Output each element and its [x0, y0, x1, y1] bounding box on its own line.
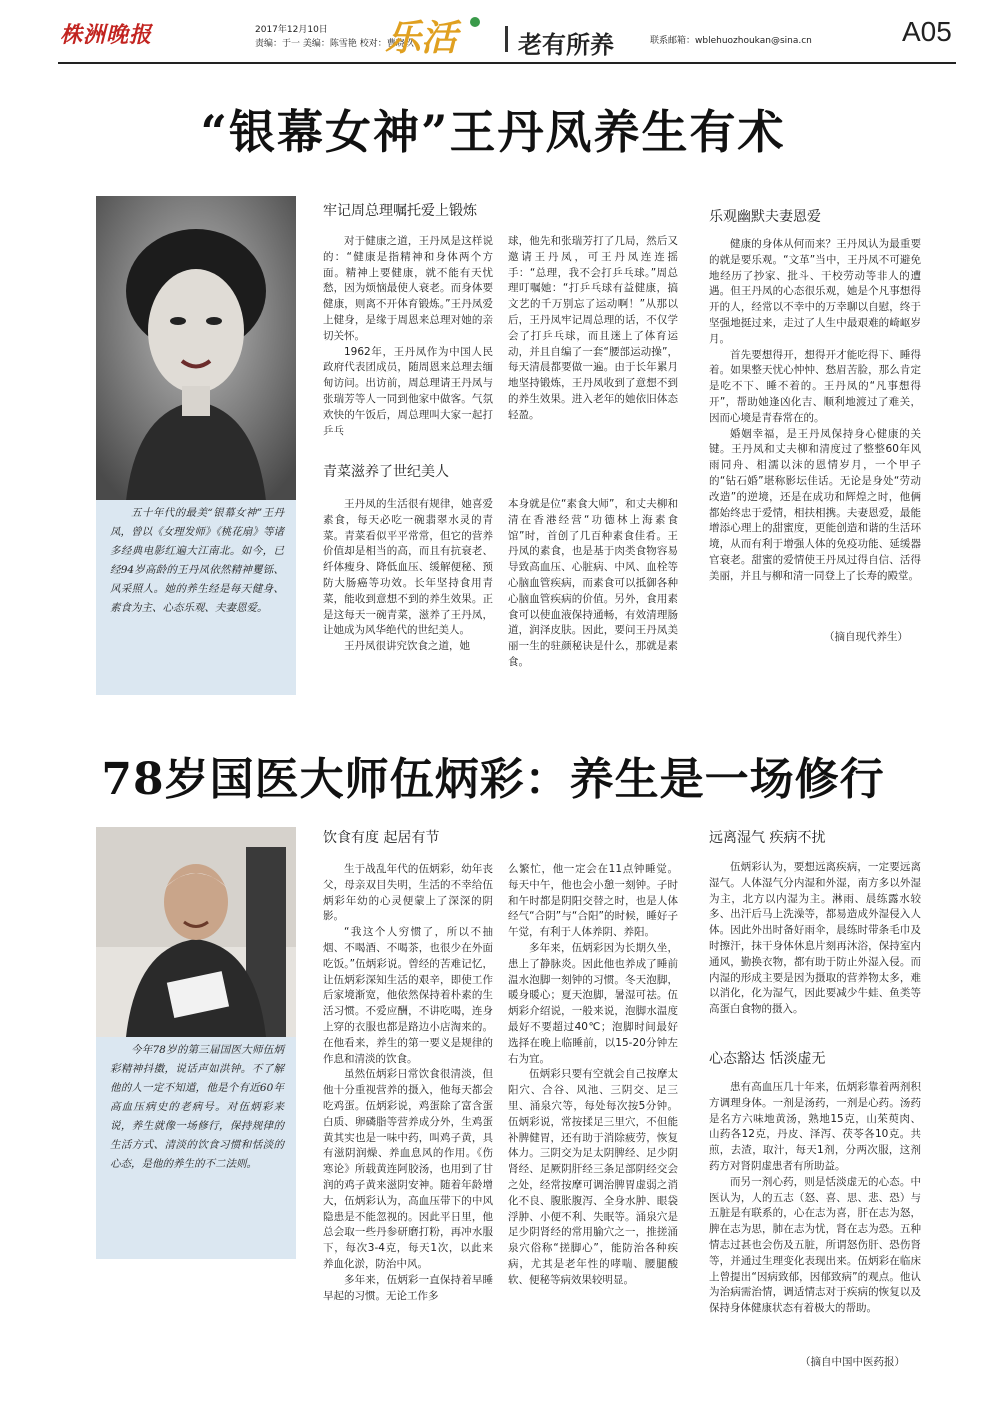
article1-col-1b [508, 234, 678, 424]
section-name: 老有所养 [518, 31, 614, 59]
section-logo-text: 乐活 [385, 17, 458, 59]
article1-col-1a [323, 234, 493, 439]
paragraph: 球，他先和张瑞芳打了几局，然后又邀请王丹凤，可王丹凤连连摇手：“总理，我不会打乒乓球。”周总理叮嘱她：“打乒乓球有益健康，搞文艺的千万别忘了运动啊！”从那以后，王丹凤牢记周总理的话，不仅学会了打乒乓球，而且迷上了体育运动，并且自编了一套“腰部运动操”，每天清晨都要做一遍。由于长年累月地坚持锻炼，王丹凤收到了意想不到的养生效果。进入老年的她依旧体态轻盈。 [508, 235, 678, 421]
paragraph: 伍炳彩认为，要想远离疾病，一定要远离湿气。人体湿气分内湿和外湿，南方多以外湿为主，北方以内湿为主。淋雨、晨练露水较多、出汗后马上洗澡等，都易造成外湿侵入人体。因此外出时备好雨伞，晨练时带条毛巾及时擦汗，抹干身体休息片刻再沐浴，保持室内通风，勤换衣物，都有助于防止外湿入侵。而内湿的形成主要是因为摄取的营养物太多，难以消化，化为湿气，因此要减少牛蛙、鱼类等高蛋白食物的摄入。 [709, 861, 921, 1016]
wu-bingcai-photo [96, 827, 296, 1037]
masthead: 株洲晚报 [60, 22, 153, 48]
paragraph: 患有高血压几十年来，伍炳彩靠着两剂积方调理身体。一剂是汤药，一剂是心药。汤药是名方六味地黄汤，熟地15克，山茱萸肉、山药各12克，丹皮、泽泻、茯苓各10克。共煎，去渣，取汁，每天1剂，分两次服，这剂药方对肾阴虚患者有所助益。 [709, 1081, 921, 1172]
paragraph: 首先要想得开，想得开才能吃得下、睡得着。如果整天忧心忡忡、愁眉苦脸，那么肯定是吃不下、睡不着的。王丹凤的“凡事想得开”，帮助她逢凶化吉、顺利地渡过了难关，因而心境是青春常在的。 [709, 348, 921, 424]
article1-subhead-2: 青菜滋养了世纪美人 [323, 464, 449, 480]
article2-title: 78岁国医大师伍炳彩：养生是一场修行 [101, 754, 885, 805]
article1-source: （摘自现代养生） [824, 631, 908, 643]
paragraph: 伍炳彩只要有空就会自己按摩太阳穴、合谷、风池、三阴交、足三里、涌泉穴等，每处每次按5分钟。伍炳彩说，常按揉足三里穴，不但能补脾健胃，还有助于消除疲劳，恢复体力。三阴交为足太阴脾经、足少阴肾经、足厥阴肝经三条足部阴经交会之处，经常按摩可调治脾胃虚弱之消化不良、腹胀腹泻、全身水肿、眼袋浮肿、小便不利、失眠等。涌泉穴是足少阴肾经的常用腧穴之一，推搓涌泉穴俗称“搓脚心”，能防治各种疾病，尤其是老年性的哮喘、腰腿酸软、便秘等病效果较明显。 [508, 1068, 678, 1286]
paragraph: 多年来，伍炳彩因为长期久坐，患上了静脉炎。因此他也养成了睡前温水泡脚一刻钟的习惯。冬天泡脚，暖身暖心；夏天泡脚，暑湿可祛。伍炳彩介绍说，一般来说，泡脚水温度最好不要超过40℃；泡脚时间最好选择在晚上临睡前，以15-20分钟左右为宜。 [508, 941, 678, 1065]
portrait-illustration [96, 827, 296, 1037]
staff-credits: 责编：于一 美编：陈雪艳 校对：曹晓玖 [255, 39, 414, 49]
paragraph: 多年来，伍炳彩一直保持着早睡早起的习惯。无论工作多 [323, 1273, 493, 1302]
paragraph: 对于健康之道，王丹凤是这样说的：“健康是指精神和身体两个方面。精神上要健康，就不能有天忧愁，因为烦恼最使人衰老。而身体要健康，则离不开体育锻炼。”王丹凤爱上健身，是缘于周恩来总理对她的亲切关怀。 [323, 235, 493, 342]
paragraph: 而另一剂心药，则是恬淡虚无的心态。中医认为，人的五志（怒、喜、思、悲、恐）与五脏是有联系的，心在志为喜，肝在志为怒，脾在志为思，肺在志为忧，肾在志为恐。五种情志过甚也会伤及五脏，所谓怒伤肝、恐伤肾等，并通过生理变化表现出来。伍炳彩在临床上曾提出“因病致郁，因郁致病”的观点。他认为治病需治情，调适情志对于疾病的恢复以及保持身体健康状态有着极大的帮助。 [709, 1175, 921, 1315]
paragraph: 虽然伍炳彩日常饮食很清淡，但他十分重视营养的摄入，他每天都会吃鸡蛋。伍炳彩说，鸡蛋除了富含蛋白质、卵磷脂等营养成分外，生鸡蛋黄其实也是一味中药，叫鸡子黄，具有滋阴润燥、养血息风的作用。《伤寒论》所载黄连阿胶汤，也用到了甘润的鸡子黄来滋阴安神。随着年龄增大，伍炳彩认为，高血压带下的中风隐患是不能忽视的。因此平日里，他总会取一些丹参研磨打粉，再冲水服下，每次3-4克，每天1次，以此来养血化淤，防治中风。 [323, 1068, 493, 1270]
article1-title: “银幕女神”王丹凤养生有术 [200, 105, 786, 159]
wang-danfeng-photo [96, 196, 296, 501]
article2-col-2c [709, 860, 921, 1018]
paragraph: 本身就是位“素食大师”，和丈夫柳和清在香港经营“功德林上海素食馆”时，首创了几百种素食佳肴。王丹凤的素食，也是基于肉类食物容易导致高血压、心脏病、中风、血栓等心脑血管疾病，而素食可以抵御各种心脑血管疾病的价值。另外，食用素食可以使血液保持通畅，有效清理肠道，润泽皮肤。因此，要问王丹凤美丽一生的驻颜秘诀是什么，那就是素食。 [508, 498, 678, 668]
paragraph: 么繁忙，他一定会在11点钟睡觉。每天中午，他也会小憩一刻钟。子时和午时都是阴阳交替之时，也是人体经气“合阴”与“合阳”的时候，睡好子午觉，有利于人体养阴、养阳。 [508, 863, 678, 939]
contact-email: 联系邮箱：wblehuozhoukan@sina.cn [650, 36, 812, 46]
article1-subhead-1: 牢记周总理嘱托爱上锻炼 [323, 203, 477, 219]
article2-subhead-2: 远离湿气 疾病不扰 [709, 830, 826, 846]
paragraph: “我这个人穷惯了，所以不抽烟、不喝酒、不喝茶，也很少在外面吃饭。”伍炳彩说。曾经的苦难记忆，让伍炳彩深知生活的艰辛，即使工作后家境渐宽，他依然保持着朴素的生活习惯。不爱应酬，不讲吃喝，连身上穿的衣服也都是路边小店淘来的。在他看来，养生的第一要义是规律的作息和清淡的饮食。 [323, 926, 493, 1065]
logo-dot-icon [470, 17, 480, 27]
article1-col-1e [709, 237, 921, 585]
paragraph: 1962年，王丹凤作为中国人民政府代表团成员，随周恩来总理去缅甸访问。出访前，周总理请王丹凤与张瑞芳等人一同到他家中做客。气氛欢快的午饭后，周总理叫大家一起打乒乓 [323, 345, 493, 437]
article2-caption: 今年78岁的第三届国医大师伍炳彩精神抖擞，说话声如洪钟。不了解他的人一定不知道，他是个有近60年高血压病史的老病号。对伍炳彩来说，养生就像一场修行，保持规律的生活方式、清淡的饮食习惯和恬淡的心态，是他的养生的不二法则。 [110, 1044, 284, 1170]
issue-date: 2017年12月10日 [255, 25, 328, 35]
paragraph: 王丹凤很讲究饮食之道，她 [344, 640, 470, 653]
page-number: A05 [902, 16, 952, 47]
section-divider [505, 26, 508, 52]
paragraph: 生于战乱年代的伍炳彩，幼年丧父，母亲双目失明，生活的不幸给伍炳彩年幼的心灵便蒙上了深深的阴影。 [323, 863, 493, 923]
portrait-illustration [96, 196, 296, 501]
paragraph: 婚姻幸福，是王丹凤保持身心健康的关键。王丹凤和丈夫柳和清度过了整整60年风雨同舟、相濡以沫的恩情岁月，一个甲子的“钻石婚”堪称影坛佳话。无论是身处“劳动改造”的逆境，还是在成功和辉煌之时，他俩都始终忠于爱情，相扶相携。夫妻恩爱，最能增添心理上的甜蜜度，更能创造和谐的生活环境，从而有利于增强人体的免疫功能、延缓器官衰老。甜蜜的爱情使王丹凤过得自信、活得美丽，并且与柳和清一同登上了长寿的殿堂。 [709, 427, 921, 582]
article2-col-2a [323, 862, 493, 1304]
article2-col-2b [508, 862, 678, 1289]
article2-subhead-1: 饮食有度 起居有节 [323, 830, 440, 846]
article1-col-1c [323, 497, 493, 655]
article1-caption: 五十年代的最美“银幕女神”王丹凤，曾以《女理发师》《桃花扇》等诸多经典电影红遍大江南北。如今，已经94岁高龄的王丹凤依然精神矍铄、风采照人。她的养生经是每天健身、素食为主、心态乐观、夫妻恩爱。 [110, 507, 284, 614]
article1-col-1d [508, 497, 678, 671]
article2-subhead-3: 心态豁达 恬淡虚无 [709, 1051, 826, 1067]
section-logo [383, 12, 493, 60]
article2-source: （摘自中国中医药报） [800, 1356, 905, 1368]
header-rule [58, 62, 956, 64]
paragraph: 健康的身体从何而来？王丹凤认为最重要的就是要乐观。“文革”当中，王丹凤不可避免地经历了抄家、批斗、干校劳动等非人的遭遇。但王丹凤的心态很乐观，她是个凡事想得开的人，经常以不幸中的万幸聊以自慰，终于坚强地挺过来，走过了人生中最艰难的崎岖岁月。 [709, 238, 921, 345]
article1-subhead-3: 乐观幽默夫妻恩爱 [709, 209, 821, 225]
article2-col-2d [709, 1080, 921, 1317]
paragraph: 王丹凤的生活很有规律，她喜爱素食，每天必吃一碗翡翠水灵的青菜。青菜看似平平常常，但它的营养价值却是相当的高，而且有抗衰老、纤体瘦身、降低血压、缓解便秘、预防大肠癌等功效。长年坚持食用青菜，能收到意想不到的养生效果。正是这每天一碗青菜，滋养了王丹凤，让她成为风华绝代的世纪美人。 [323, 498, 493, 637]
